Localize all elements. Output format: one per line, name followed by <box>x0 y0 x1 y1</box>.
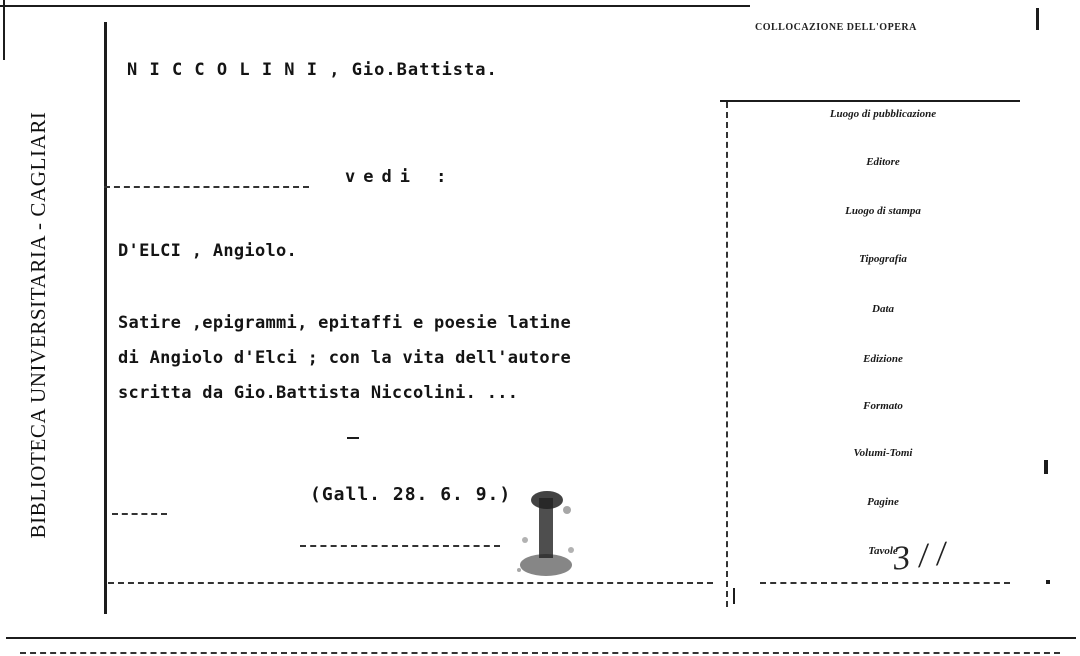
field-data: Data <box>872 303 894 315</box>
fields-box-left-line <box>726 102 728 607</box>
edge-speck-2 <box>1046 580 1050 584</box>
field-formato: Formato <box>863 400 903 412</box>
author-heading: N I C C O L I N I , Gio.Battista. <box>127 60 498 80</box>
field-editore: Editore <box>866 156 900 168</box>
top-border-line <box>0 5 750 7</box>
left-edge-line <box>3 0 5 60</box>
title-line-3: scritta da Gio.Battista Niccolini. ... <box>118 383 519 403</box>
handwritten-note: 3 / / <box>891 535 948 578</box>
divider-dash-1 <box>104 186 309 188</box>
field-luogo-pubblicazione: Luogo di pubblicazione <box>829 108 937 120</box>
right-edge-mark <box>1036 8 1039 30</box>
field-tavole: Tavole <box>868 545 898 557</box>
title-line-1: Satire ,epigrammi, epitaffi e poesie latine <box>118 313 571 333</box>
fields-box-top-line <box>720 100 1020 102</box>
field-tipografia: Tipografia <box>859 253 907 265</box>
field-pagine: Pagine <box>867 496 899 508</box>
bottom-edge-dash <box>20 652 1060 654</box>
edge-speck-1 <box>1044 460 1048 474</box>
field-luogo-stampa: Luogo di stampa <box>845 205 921 217</box>
ink-stain-icon <box>505 480 595 585</box>
divider-dash-4 <box>108 582 713 584</box>
collocazione-label: COLLOCAZIONE DELL'OPERA <box>755 22 917 33</box>
field-edizione: Edizione <box>863 353 903 365</box>
mid-tick <box>347 437 359 439</box>
left-margin-line <box>104 22 107 614</box>
library-stamp: BIBLIOTECA UNIVERSITARIA - CAGLIARI <box>26 111 50 539</box>
field-volumi-tomi: Volumi-Tomi <box>853 447 913 459</box>
divider-dash-2 <box>112 513 167 515</box>
edge-speck-3 <box>733 588 735 604</box>
shelfmark: (Gall. 28. 6. 9.) <box>310 484 512 505</box>
bottom-border-line <box>6 637 1076 639</box>
referenced-author: D'ELCI , Angiolo. <box>118 241 298 261</box>
divider-dash-5 <box>760 582 1010 584</box>
divider-dash-3 <box>300 545 500 547</box>
title-line-2: di Angiolo d'Elci ; con la vita dell'autore <box>118 348 571 368</box>
see-reference-label: vedi : <box>345 167 455 187</box>
title-block <box>118 306 571 411</box>
